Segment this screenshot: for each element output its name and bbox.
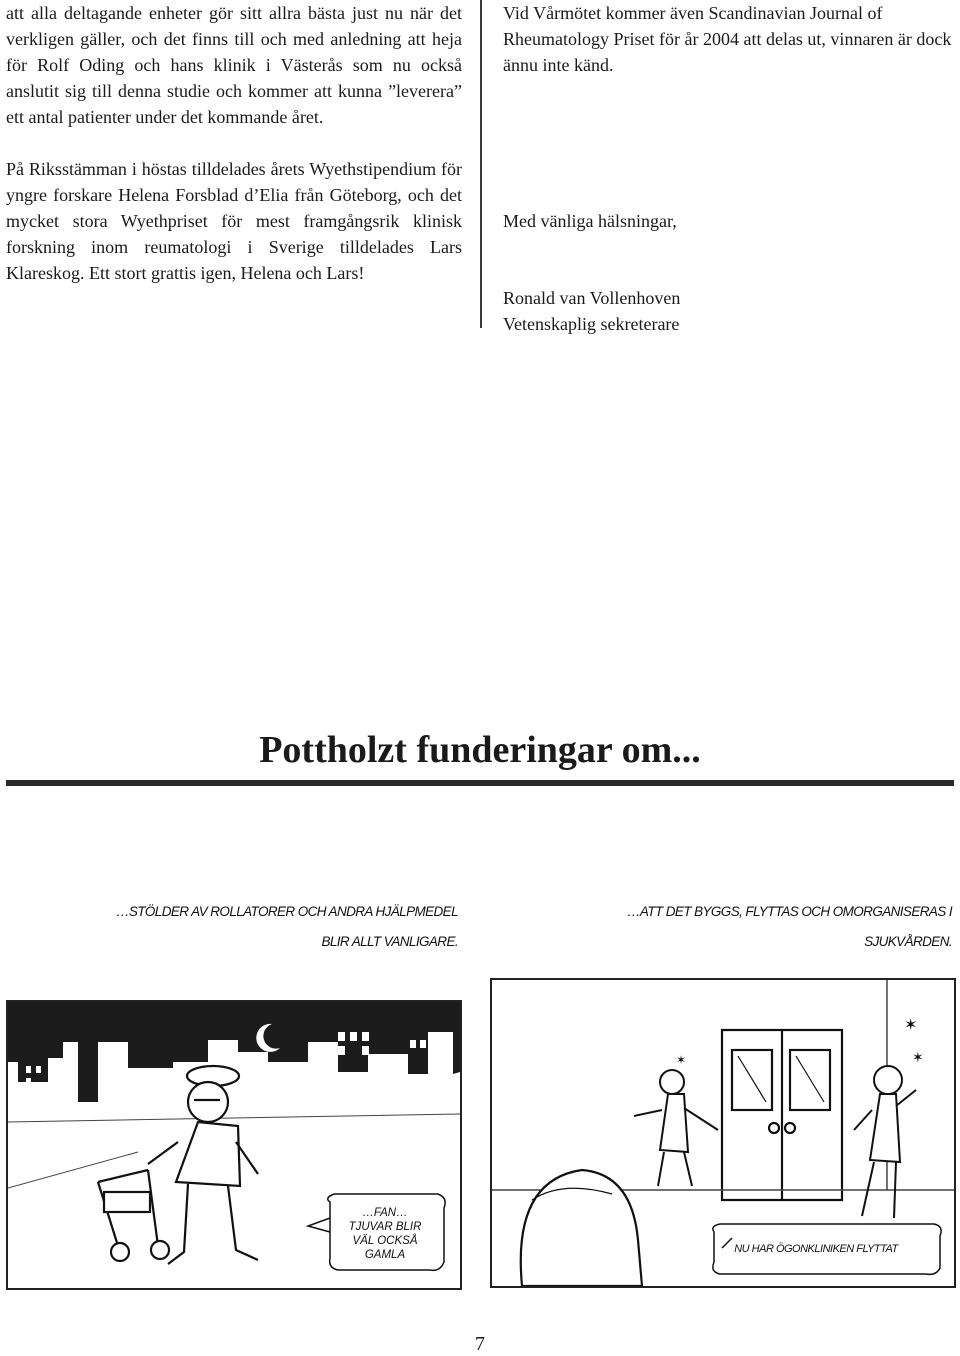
speech-left-line-1: …FAN… [362, 1207, 408, 1219]
page-number: 7 [475, 1333, 485, 1355]
signature-name: Ronald van Vollenhoven [503, 288, 681, 308]
left-paragraph-1: att alla deltagande enheter gör sitt allra bästa just nu när det verkligen gäller, och det finns till och med anledning att heja för Rolf Oding och hans klinik i Västerås som nu också anslutit sig till denna studie och kommer att kunna ”leverera” ett antal patienter under det kommande året. [6, 3, 462, 127]
speech-bubble-left-text [334, 1206, 436, 1262]
cartoon-right-caption-line-1: …ATT DET BYGGS, FLYTTAS OCH OMORGANISERAS I [626, 904, 952, 919]
thief-figure [148, 1066, 258, 1264]
speech-left-line-3: VÄL OCKSÅ [352, 1235, 418, 1247]
speech-bubble-right-text: NU HAR ÖGONKLINIKEN FLYTTAT [734, 1243, 898, 1255]
left-column [6, 0, 462, 286]
signature-title: Vetenskaplig sekreterare [503, 314, 680, 334]
cartoon-right-caption-line-2: SJUKVÅRDEN. [864, 934, 952, 949]
svg-text:✶: ✶ [912, 1050, 924, 1066]
svg-text:✶: ✶ [676, 1053, 687, 1067]
double-door [722, 1030, 842, 1200]
man-at-door [634, 1070, 718, 1186]
man-on-right [854, 1066, 916, 1218]
section-heading: Pottholzt funderingar om... [259, 729, 701, 771]
rollator [98, 1170, 169, 1261]
right-paragraph-1: Vid Vårmötet kommer även Scandinavian Journal of Rheumatology Priset för år 2004 att delas ut, vinnaren är dock ännu inte känd. [503, 3, 952, 75]
column-divider [480, 0, 482, 328]
greeting: Med vänliga hälsningar, [503, 211, 677, 231]
speech-left-line-4: GAMLA [364, 1249, 406, 1261]
left-paragraph-2: På Riksstämman i höstas tilldelades årets Wyethstipendium för yngre forskare Helena Forsblad d’Elia från Göteborg, och det mycket stora Wyethpriset för mest framgångsrik klinisk forskning inom reumatologi i Sverige tilldelades Lars Klareskog. Ett stort grattis igen, Helena och Lars! [6, 159, 462, 283]
cartoon-left-caption [6, 897, 458, 957]
foreground-head [521, 1170, 642, 1286]
cartoon-left-caption-line-1: …STÖLDER AV ROLLATORER OCH ANDRA HJÄLPMEDEL [115, 904, 458, 919]
svg-text:✶: ✶ [904, 1015, 918, 1034]
night-skyline [8, 1002, 460, 1102]
cartoon-right-drawing [492, 980, 954, 1286]
cartoon-left-panel [6, 1000, 462, 1290]
cartoon-right-caption [500, 897, 952, 957]
cartoon-left-caption-line-2: BLIR ALLT VANLIGARE. [321, 934, 458, 949]
heading-rule [6, 780, 954, 786]
signature [503, 285, 680, 337]
speech-left-line-2: TJUVAR BLIR [348, 1221, 422, 1233]
cartoon-right-panel [490, 978, 956, 1288]
